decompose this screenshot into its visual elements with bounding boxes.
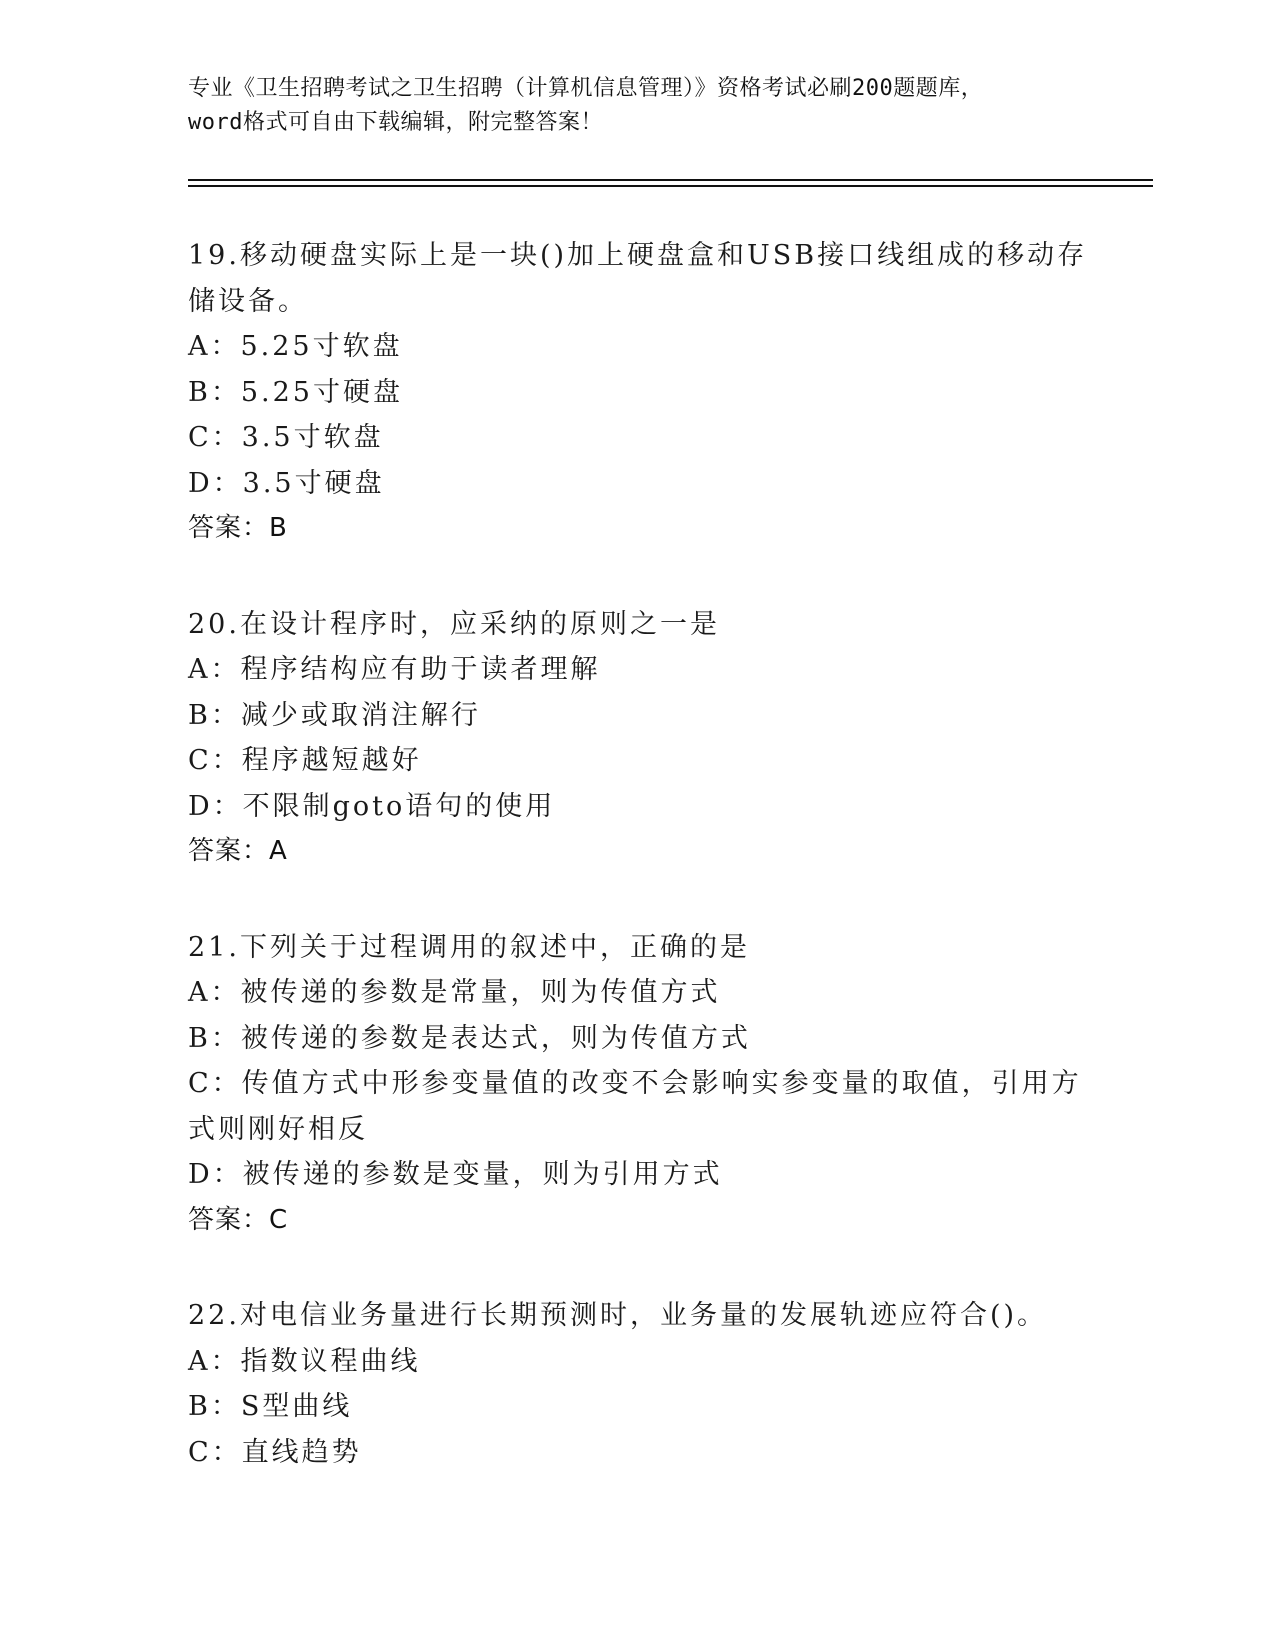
answer-line: 答案：C: [188, 1204, 289, 1235]
answer-line: 答案：A: [188, 836, 288, 866]
question-22: [188, 1293, 1088, 1475]
option-c: C：3.5寸软盘: [188, 422, 384, 453]
option-c: C：传值方式中形参变量值的改变不会影响实参变量的取值，引用方式则刚好相反: [188, 1068, 1082, 1145]
option-a: A：5.25寸软盘: [188, 331, 403, 362]
option-b: B：被传递的参数是表达式，则为传值方式: [188, 1022, 751, 1054]
option-d: D：3.5寸硬盘: [188, 467, 385, 499]
option-b: B：5.25寸硬盘: [188, 376, 403, 408]
document-header: [188, 72, 1088, 140]
question-stem: 21.下列关于过程调用的叙述中，正确的是: [188, 931, 750, 963]
header-line-1: 专业《卫生招聘考试之卫生招聘（计算机信息管理）》资格考试必刷200题题库，: [188, 76, 984, 101]
option-d: D：不限制goto语句的使用: [188, 790, 556, 822]
question-stem: 22.对电信业务量进行长期预测时，业务量的发展轨迹应符合()。: [188, 1300, 1048, 1331]
question-19: [188, 233, 1088, 552]
header-line-2: word格式可自由下载编辑，附完整答案！: [188, 110, 603, 135]
header-divider-bottom: [188, 185, 1153, 187]
question-stem: 19.移动硬盘实际上是一块()加上硬盘盒和USB接口线组成的移动存储设备。: [188, 240, 1088, 317]
option-b: B：S型曲线: [188, 1391, 353, 1422]
option-a: A：被传递的参数是常量，则为传值方式: [188, 977, 721, 1008]
option-b: B：减少或取消注解行: [188, 699, 481, 731]
question-list: [188, 233, 1088, 1525]
option-c: C：程序越短越好: [188, 745, 422, 776]
option-d: D：被传递的参数是变量，则为引用方式: [188, 1159, 723, 1190]
option-a: A：程序结构应有助于读者理解: [188, 654, 601, 685]
question-21: [188, 925, 1088, 1244]
option-c: C：直线趋势: [188, 1436, 362, 1468]
question-20: [188, 602, 1088, 875]
header-divider-top: [188, 179, 1153, 181]
question-stem: 20.在设计程序时，应采纳的原则之一是: [188, 608, 720, 640]
option-a: A：指数议程曲线: [188, 1345, 421, 1377]
answer-line: 答案：B: [188, 513, 288, 543]
